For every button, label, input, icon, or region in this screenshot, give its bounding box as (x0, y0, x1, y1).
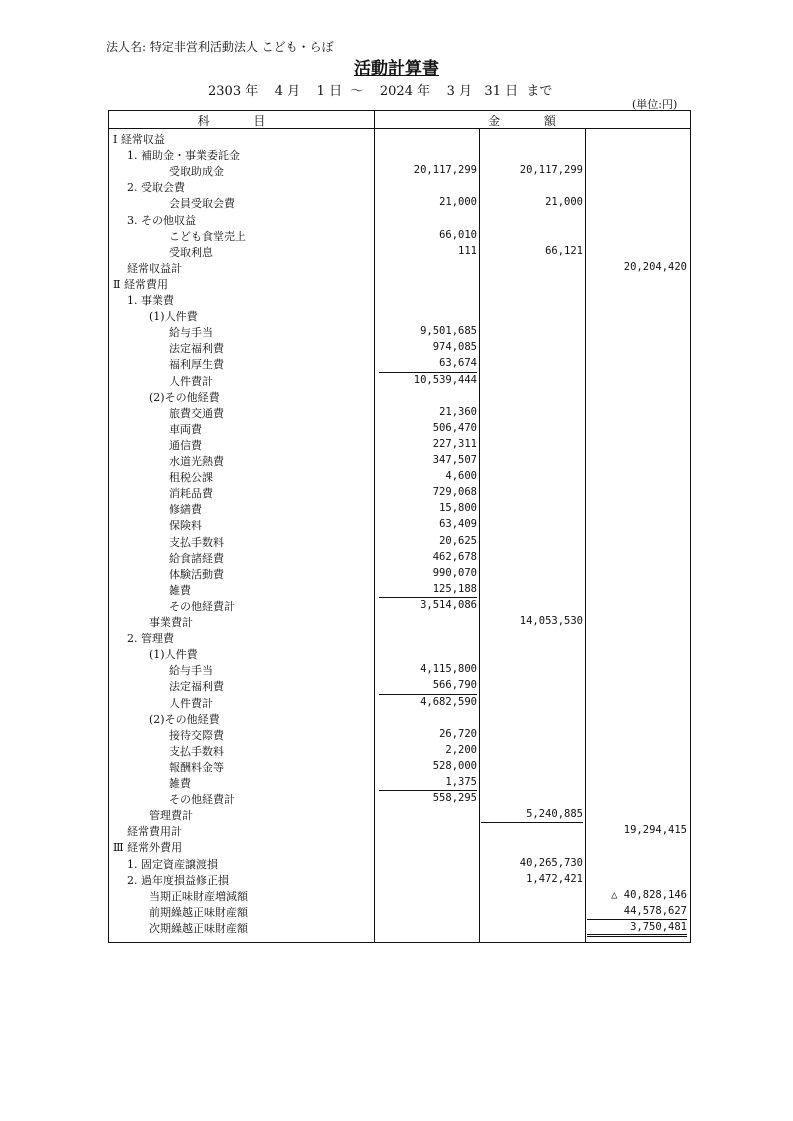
table-row (109, 822, 690, 838)
table-row (109, 581, 690, 597)
amount-c2: 40,265,730 (519, 856, 583, 869)
table-row (109, 500, 690, 516)
amount-c2: 14,053,530 (519, 615, 583, 627)
subtotal-rule (379, 597, 477, 598)
row-label: 車両費 (169, 422, 202, 436)
row-label: 接待交際費 (169, 728, 224, 742)
table-row (109, 806, 690, 822)
table-row (109, 694, 690, 710)
table-row (109, 404, 690, 420)
table-row (109, 355, 690, 371)
amount-c1: 566,790 (432, 679, 477, 692)
table-row (109, 613, 690, 629)
table-row (109, 919, 690, 935)
statement-table (108, 110, 691, 943)
table-row (109, 710, 690, 726)
table-row (109, 468, 690, 484)
table-row (109, 871, 690, 887)
row-label: 給与手当 (169, 326, 213, 340)
document-title-text: 活動計算書 (354, 59, 439, 79)
table-row (109, 790, 690, 806)
amount-c1: 125,188 (432, 582, 477, 595)
amount-c1: 66,010 (439, 228, 477, 241)
table-row (109, 146, 690, 162)
amount-c3: 19,294,415 (623, 824, 687, 837)
amount-c3: △ 40,828,146 (611, 888, 687, 901)
table-row (109, 323, 690, 339)
row-label: Ⅱ 経常費用 (113, 277, 168, 291)
row-label: 租税公課 (169, 471, 213, 485)
row-label: 水道光熱費 (169, 455, 224, 468)
subtotal-rule (379, 694, 477, 695)
amount-c3: 44,578,627 (623, 904, 687, 917)
row-label: (2)その他経費 (149, 712, 220, 726)
row-label: Ⅰ 経常収益 (113, 133, 165, 146)
row-label: 会員受取会費 (169, 197, 235, 211)
row-label: 消耗品費 (169, 487, 213, 501)
table-row (109, 645, 690, 661)
corporation-name: 法人名: 特定非営利活動法人 こども・らぼ (106, 40, 334, 54)
header-amount: 金 額 (488, 114, 576, 128)
table-row (109, 178, 690, 194)
amount-c1: 63,409 (439, 518, 477, 531)
table-row (109, 549, 690, 565)
table-row (109, 855, 690, 871)
header-subject: 科 目 (197, 114, 286, 128)
row-label: 事業費計 (149, 616, 193, 629)
table-row (109, 677, 690, 693)
row-label: 通信費 (169, 438, 202, 452)
row-label: 修繕費 (169, 503, 202, 517)
amount-c3: 20,204,420 (623, 260, 687, 273)
table-row (109, 130, 690, 146)
table-row (109, 420, 690, 436)
row-label: その他経費計 (169, 793, 235, 807)
row-label: 2. 過年度損益修正損 (127, 873, 229, 887)
row-label: 1. 固定資産譲渡損 (127, 857, 218, 871)
amount-c1: 1,375 (445, 776, 477, 788)
row-label: 1. 事業費 (127, 294, 174, 307)
table-row (109, 388, 690, 404)
table-row (109, 243, 690, 259)
table-row (109, 887, 690, 903)
table-row (109, 742, 690, 758)
amount-c1: 4,600 (445, 470, 477, 483)
amount-c2: 5,240,885 (526, 808, 583, 821)
amount-c1: 21,360 (439, 405, 477, 418)
period-line: 2303 年 4 月 1 日 ～ 2024 年 3 月 31 日 まで (208, 84, 553, 99)
table-row (109, 227, 690, 243)
row-label: 人件費計 (169, 374, 213, 388)
amount-c1: 558,295 (432, 792, 477, 805)
row-label: 当期正味財産増減額 (149, 889, 248, 903)
document-title (0, 54, 793, 79)
amount-c1: 506,470 (432, 421, 477, 434)
amount-c1: 63,674 (439, 357, 477, 370)
table-row (109, 452, 690, 468)
row-label: 保険料 (169, 519, 202, 533)
table-row (109, 291, 690, 307)
row-label: 前期繰越正味財産額 (149, 905, 248, 919)
table-row (109, 211, 690, 227)
row-label: 支払手数料 (169, 744, 224, 758)
row-label: 旅費交通費 (169, 406, 224, 420)
table-row (109, 661, 690, 677)
amount-c1: 111 (458, 244, 477, 257)
table-row (109, 259, 690, 275)
table-row (109, 275, 690, 291)
table-row (109, 597, 690, 613)
row-label: 人件費計 (169, 696, 213, 710)
amount-c1: 347,507 (432, 454, 477, 466)
amount-c1: 2,200 (445, 743, 477, 756)
row-label: (1)人件費 (149, 648, 198, 662)
row-label: Ⅲ 経常外費用 (113, 841, 183, 855)
unit-label: (単位:円) (632, 98, 678, 111)
amount-c1: 974,085 (432, 341, 477, 354)
final-rule (587, 934, 687, 935)
table-row (109, 838, 690, 854)
amount-c1: 528,000 (432, 759, 477, 772)
table-row (109, 307, 690, 323)
amount-c1: 10,539,444 (413, 373, 477, 386)
row-label: 3. その他収益 (127, 213, 196, 227)
row-label: 次期繰越正味財産額 (149, 921, 248, 935)
amount-c1: 729,068 (432, 486, 477, 499)
amount-c2: 1,472,421 (526, 872, 583, 885)
row-label: 2. 管理費 (127, 632, 174, 646)
table-row (109, 903, 690, 919)
final-rule (587, 936, 687, 937)
amount-c2: 20,117,299 (519, 164, 583, 177)
row-label: (2)その他経費 (149, 390, 220, 404)
row-label: その他経費計 (169, 599, 235, 613)
row-label: 2. 受取会費 (127, 181, 185, 195)
row-label: 給与手当 (169, 664, 213, 678)
row-label: 支払手数料 (169, 535, 224, 549)
amount-c1: 26,720 (439, 727, 477, 740)
table-row (109, 726, 690, 742)
table-row (109, 372, 690, 388)
row-label: 1. 補助金・事業委託金 (127, 149, 240, 163)
row-label: 管理費計 (149, 809, 193, 823)
amount-c1: 9,501,685 (420, 325, 477, 338)
row-label: 報酬料金等 (169, 760, 224, 774)
table-row (109, 484, 690, 500)
amount-c1: 4,682,590 (420, 695, 477, 708)
amount-c1: 462,678 (432, 550, 477, 563)
table-row (109, 565, 690, 581)
row-label: (1)人件費 (149, 310, 198, 324)
subtotal-rule (379, 790, 477, 791)
row-label: 経常収益計 (127, 261, 182, 275)
row-label: 福利厚生費 (169, 358, 224, 372)
amount-c1: 227,311 (432, 437, 477, 450)
table-row (109, 162, 690, 178)
subtotal-rule (379, 372, 477, 373)
table-header (109, 111, 690, 129)
row-label: 受取助成金 (169, 165, 224, 179)
table-row (109, 516, 690, 532)
amount-c3: 3,750,481 (630, 920, 687, 933)
table-row (109, 194, 690, 210)
table-row (109, 533, 690, 549)
amount-c1: 4,115,800 (420, 663, 477, 676)
amount-c2: 66,121 (545, 244, 583, 257)
row-label: 法定福利費 (169, 680, 224, 694)
table-row (109, 774, 690, 790)
amount-c1: 20,625 (439, 534, 477, 547)
table-row (109, 436, 690, 452)
table-row (109, 339, 690, 355)
amount-c1: 20,117,299 (413, 164, 477, 177)
amount-c1: 21,000 (439, 196, 477, 209)
row-label: 受取利息 (169, 245, 213, 259)
row-label: 雑費 (169, 583, 191, 597)
row-label: 経常費用計 (127, 825, 182, 839)
row-label: 給食諸経費 (169, 551, 224, 565)
total-rule (481, 822, 583, 823)
row-label: 法定福利費 (169, 342, 224, 356)
row-label: 雑費 (169, 777, 191, 790)
table-row (109, 758, 690, 774)
row-label: こども食堂売上 (169, 229, 246, 243)
amount-c2: 21,000 (545, 196, 583, 209)
final-rule (587, 919, 687, 920)
row-label: 体験活動費 (169, 567, 224, 581)
table-row (109, 629, 690, 645)
amount-c1: 3,514,086 (420, 598, 477, 611)
amount-c1: 990,070 (432, 566, 477, 579)
amount-c1: 15,800 (439, 502, 477, 515)
